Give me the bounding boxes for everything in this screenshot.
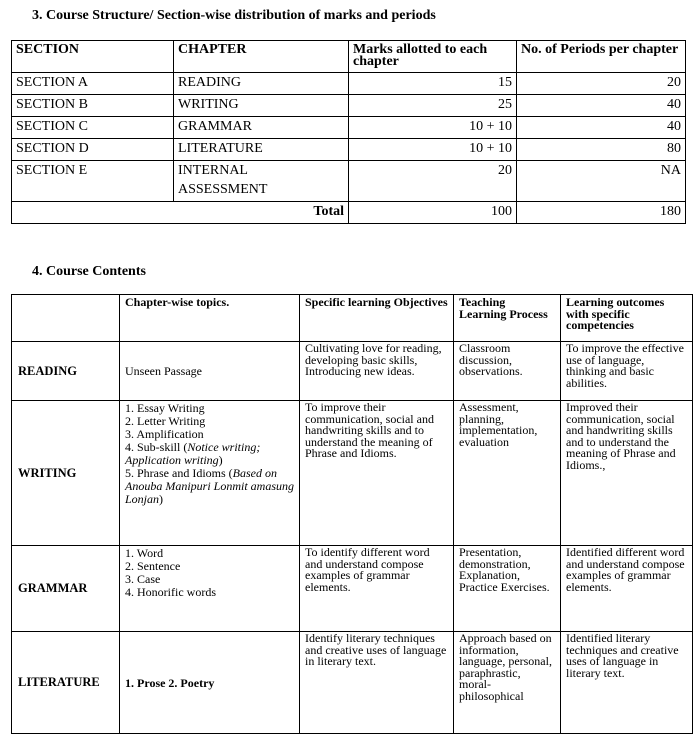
total-periods: 180	[517, 202, 686, 224]
section4-heading: 4. Course Contents	[32, 264, 146, 279]
table-row	[12, 117, 686, 139]
chapter-name: WRITING	[12, 401, 120, 546]
header-topics: Chapter-wise topics.	[120, 295, 300, 342]
marks-cell: 25	[349, 95, 517, 117]
periods-cell: 40	[517, 95, 686, 117]
topics-cell: 1. Prose 2. Poetry	[120, 632, 300, 734]
chapter-line: ASSESSMENT	[178, 182, 268, 197]
marks-cell: 10 + 10	[349, 117, 517, 139]
header-process: Teaching Learning Process	[454, 295, 561, 342]
table-header-row	[12, 295, 693, 342]
topic-item: 2. Letter Writing	[125, 414, 206, 428]
outcomes-cell: Identified different word and understand compose examples of grammar elements.	[561, 546, 693, 632]
marks-cell: 10 + 10	[349, 139, 517, 161]
process-cell: Approach based on information, language, personal, paraphrastic, moral-philosophical	[454, 632, 561, 734]
topic-text: )	[159, 492, 164, 506]
section3-heading: 3. Course Structure/ Section-wise distribution of marks and periods	[32, 8, 436, 23]
header-periods: No. of Periods per chapter	[517, 41, 686, 73]
topic-text: )	[218, 453, 223, 467]
outcomes-cell: To improve the effective use of language, thinking and basic abilities.	[561, 342, 693, 401]
table-row	[12, 95, 686, 117]
header-marks: Marks allotted to each chapter	[349, 41, 517, 73]
section-cell: SECTION C	[12, 117, 174, 139]
chapter-name: READING	[12, 342, 120, 401]
chapter-cell: READING	[174, 73, 349, 95]
topic-item	[125, 441, 294, 467]
header-objectives: Specific learning Objectives	[300, 295, 454, 342]
header-chapter: CHAPTER	[174, 41, 349, 73]
topics-cell: Unseen Passage	[120, 342, 300, 401]
objectives-cell: To improve their communication, social and handwriting skills and to understand the meaning of Phrase and Idioms.	[300, 401, 454, 546]
section-cell: SECTION D	[12, 139, 174, 161]
table-row-reading	[12, 342, 693, 401]
process-cell: Presentation, demonstration, Explanation, Practice Exercises.	[454, 546, 561, 632]
marks-cell: 20	[349, 161, 517, 202]
table-row	[12, 73, 686, 95]
chapter-cell: GRAMMAR	[174, 117, 349, 139]
chapter-name: GRAMMAR	[12, 546, 120, 632]
topic-item: 1. Word	[125, 546, 164, 560]
section-cell: SECTION E	[12, 161, 174, 202]
process-cell: Classroom discussion, observations.	[454, 342, 561, 401]
topic-text: 4. Sub-skill (	[125, 440, 188, 454]
topic-item: 2. Sentence	[125, 559, 181, 573]
section-cell: SECTION B	[12, 95, 174, 117]
objectives-cell: To identify different word and understand compose examples of grammar elements.	[300, 546, 454, 632]
course-contents-table	[11, 294, 693, 734]
header-section: SECTION	[12, 41, 174, 73]
table-row-grammar	[12, 546, 693, 632]
chapter-cell: WRITING	[174, 95, 349, 117]
section-cell: SECTION A	[12, 73, 174, 95]
table-header-row	[12, 41, 686, 73]
chapter-cell: LITERATURE	[174, 139, 349, 161]
total-label: Total	[12, 202, 349, 224]
topic-italic: Notice writing; Application writing	[125, 440, 261, 467]
periods-cell: NA	[517, 161, 686, 202]
topic-italic: Based on Anouba Manipuri Lonmit amasung Lonjan	[125, 466, 295, 506]
periods-cell: 40	[517, 117, 686, 139]
table-row	[12, 139, 686, 161]
outcomes-cell: Identified literary techniques and creative uses of language in literary text.	[561, 632, 693, 734]
topic-item	[125, 467, 294, 506]
topics-cell	[120, 401, 300, 546]
total-marks: 100	[349, 202, 517, 224]
table-row-literature	[12, 632, 693, 734]
chapter-cell	[174, 161, 349, 202]
topics-cell	[120, 546, 300, 632]
periods-cell: 80	[517, 139, 686, 161]
table-row-writing	[12, 401, 693, 546]
table-row	[12, 161, 686, 202]
objectives-cell: Cultivating love for reading, developing basic skills, Introducing new ideas.	[300, 342, 454, 401]
topic-item: 1. Essay Writing	[125, 401, 205, 415]
chapter-line: INTERNAL	[178, 163, 248, 178]
topic-text: 5. Phrase and Idioms (	[125, 466, 233, 480]
topic-item: 3. Case	[125, 572, 161, 586]
course-structure-table	[11, 40, 686, 224]
chapter-name: LITERATURE	[12, 632, 120, 734]
objectives-cell: Identify literary techniques and creative uses of language in literary text.	[300, 632, 454, 734]
total-row	[12, 202, 686, 224]
process-cell: Assessment, planning, implementation, evaluation	[454, 401, 561, 546]
header-blank	[12, 295, 120, 342]
topic-item: 4. Honorific words	[125, 585, 216, 599]
header-outcomes: Learning outcomes with specific competencies	[561, 295, 693, 342]
outcomes-cell: Improved their communication, social and handwriting skills and to understand the meaning of Phrase and Idioms.,	[561, 401, 693, 546]
periods-cell: 20	[517, 73, 686, 95]
topic-item: 3. Amplification	[125, 427, 204, 441]
marks-cell: 15	[349, 73, 517, 95]
